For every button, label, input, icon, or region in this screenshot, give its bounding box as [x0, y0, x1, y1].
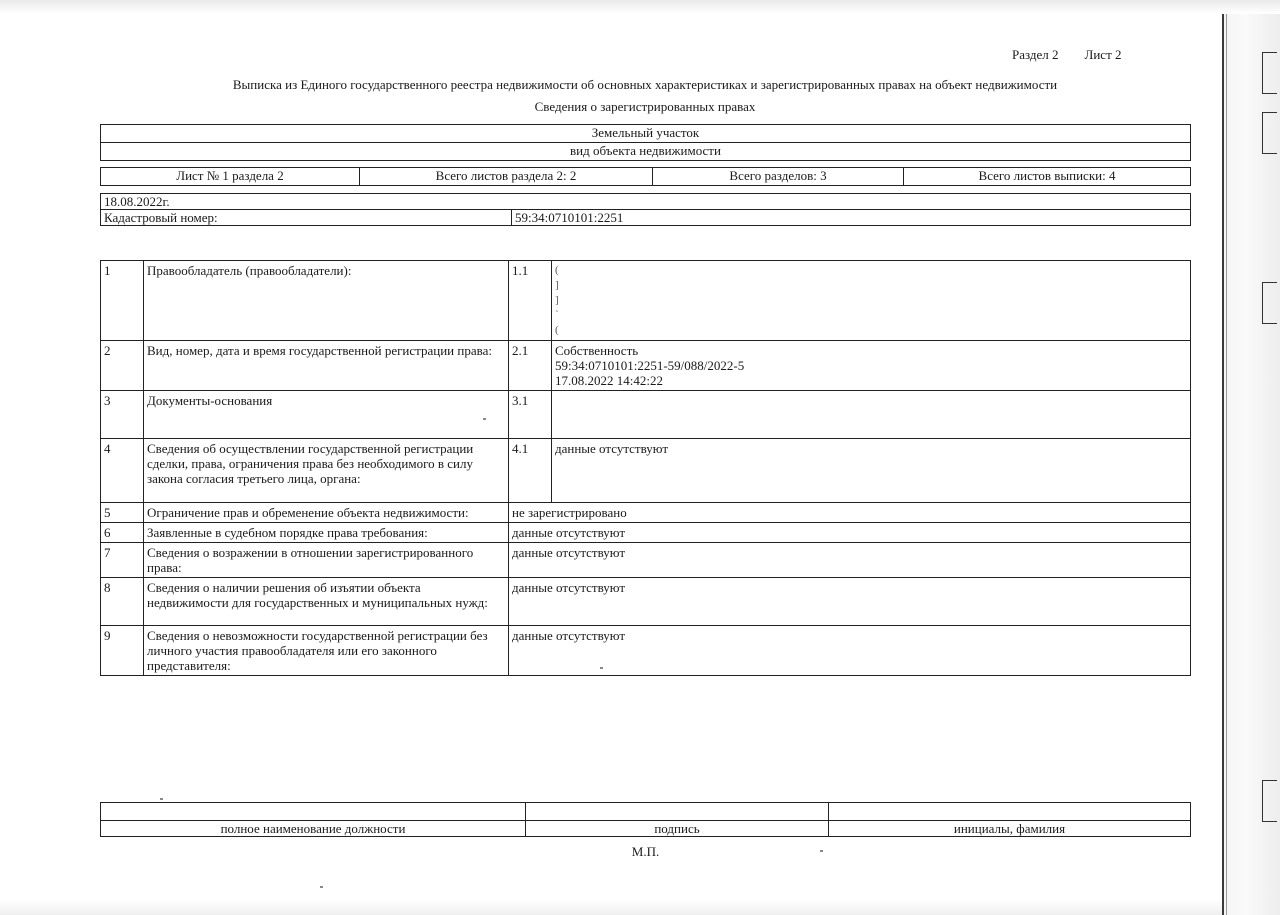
- right-kind: Собственность: [555, 343, 639, 358]
- signature-label: подпись: [526, 821, 829, 837]
- row-number: 1: [101, 261, 144, 341]
- row-subnumber: 1.1: [509, 261, 552, 341]
- table-row: [101, 391, 1191, 439]
- name-label: инициалы, фамилия: [829, 821, 1191, 837]
- object-kind-label: вид объекта недвижимости: [101, 143, 1191, 161]
- row-value: данные отсутствуют: [509, 543, 1191, 578]
- sheet-counters-table: [100, 167, 1191, 186]
- row-value: не зарегистрировано: [509, 503, 1191, 523]
- row-number: 8: [101, 578, 144, 626]
- row-number: 5: [101, 503, 144, 523]
- document-subtitle: Сведения о зарегистрированных правах: [534, 99, 756, 114]
- scan-bottom-margin: [0, 900, 1222, 915]
- row-value: [552, 391, 1191, 439]
- scan-speck: [483, 418, 486, 420]
- scan-speck: [600, 667, 603, 669]
- redacted-marks: ( ] ] ` (: [555, 264, 559, 336]
- row-label: Сведения о наличии решения об изъятии объекта недвижимости для государственных и муниципальных нужд:: [144, 578, 509, 626]
- row-value: данные отсутствуют: [552, 439, 1191, 503]
- row-label: Сведения о невозможности государственной регистрации без личного участия правообладателя или его законного представителя:: [144, 626, 509, 676]
- table-row: [101, 626, 1191, 676]
- sheet-no: Лист № 1 раздела 2: [101, 168, 360, 186]
- row-label: Правообладатель (правообладатели):: [144, 261, 509, 341]
- page-locator: [1012, 47, 1122, 63]
- rights-table: [100, 260, 1191, 676]
- total-sections: Всего разделов: 3: [653, 168, 904, 186]
- row-label: Вид, номер, дата и время государственной регистрации права:: [144, 341, 509, 391]
- row-subnumber: 2.1: [509, 341, 552, 391]
- position-cell: [101, 803, 526, 821]
- binder-mark: [1262, 112, 1277, 154]
- table-row: [101, 543, 1191, 578]
- row-value: данные отсутствуют: [509, 578, 1191, 626]
- row-label: Документы-основания: [144, 391, 509, 439]
- object-name: Земельный участок: [101, 125, 1191, 143]
- document-title: Выписка из Единого государственного реестра недвижимости об основных характеристиках и зарегистрированных правах на объект недвижимости: [232, 77, 1058, 92]
- row-number: 2: [101, 341, 144, 391]
- section-number: Раздел 2: [1012, 47, 1059, 62]
- table-row: [101, 523, 1191, 543]
- binder-mark: [1262, 282, 1277, 324]
- total-sheets-extract: Всего листов выписки: 4: [904, 168, 1191, 186]
- row-subnumber: 4.1: [509, 439, 552, 503]
- extract-date: 18.08.2022г.: [101, 194, 1191, 210]
- table-row: [101, 261, 1191, 341]
- row-value: [552, 261, 1191, 341]
- cadastral-table: [100, 193, 1191, 226]
- row-number: 9: [101, 626, 144, 676]
- table-row: [101, 439, 1191, 503]
- scan-speck: [160, 798, 163, 800]
- cadastral-number: 59:34:0710101:2251: [512, 210, 1191, 226]
- scan-top-margin: [0, 0, 1280, 14]
- row-value: данные отсутствуют: [509, 626, 1191, 676]
- row-number: 6: [101, 523, 144, 543]
- position-label: полное наименование должности: [101, 821, 526, 837]
- row-label: Ограничение прав и обременение объекта недвижимости:: [144, 503, 509, 523]
- scan-speck: [320, 886, 323, 888]
- signature-cell: [526, 803, 829, 821]
- row-number: 4: [101, 439, 144, 503]
- row-label: Заявленные в судебном порядке права требования:: [144, 523, 509, 543]
- table-row: [101, 503, 1191, 523]
- table-row: [101, 578, 1191, 626]
- row-number: 3: [101, 391, 144, 439]
- row-value: [552, 341, 1191, 391]
- stamp-place: М.П.: [631, 844, 660, 859]
- cadastral-label: Кадастровый номер:: [101, 210, 512, 226]
- scan-speck: [820, 850, 823, 852]
- row-value: данные отсутствуют: [509, 523, 1191, 543]
- table-row: [101, 341, 1191, 391]
- sheet-number: Лист 2: [1084, 47, 1122, 62]
- signature-table: [100, 802, 1191, 837]
- binder-mark: [1262, 780, 1277, 822]
- row-label: Сведения о возражении в отношении зарегистрированного права:: [144, 543, 509, 578]
- registration-number: 59:34:0710101:2251-59/088/2022-5: [555, 358, 745, 373]
- row-number: 7: [101, 543, 144, 578]
- row-subnumber: 3.1: [509, 391, 552, 439]
- total-sheets-section: Всего листов раздела 2: 2: [360, 168, 653, 186]
- binder-mark: [1262, 52, 1277, 94]
- object-type-table: [100, 124, 1191, 161]
- name-cell: [829, 803, 1191, 821]
- row-label: Сведения об осуществлении государственной регистрации сделки, права, ограничения права без необходимого в силу закона согласия третьего лица, органа:: [144, 439, 509, 503]
- registration-datetime: 17.08.2022 14:42:22: [555, 373, 663, 388]
